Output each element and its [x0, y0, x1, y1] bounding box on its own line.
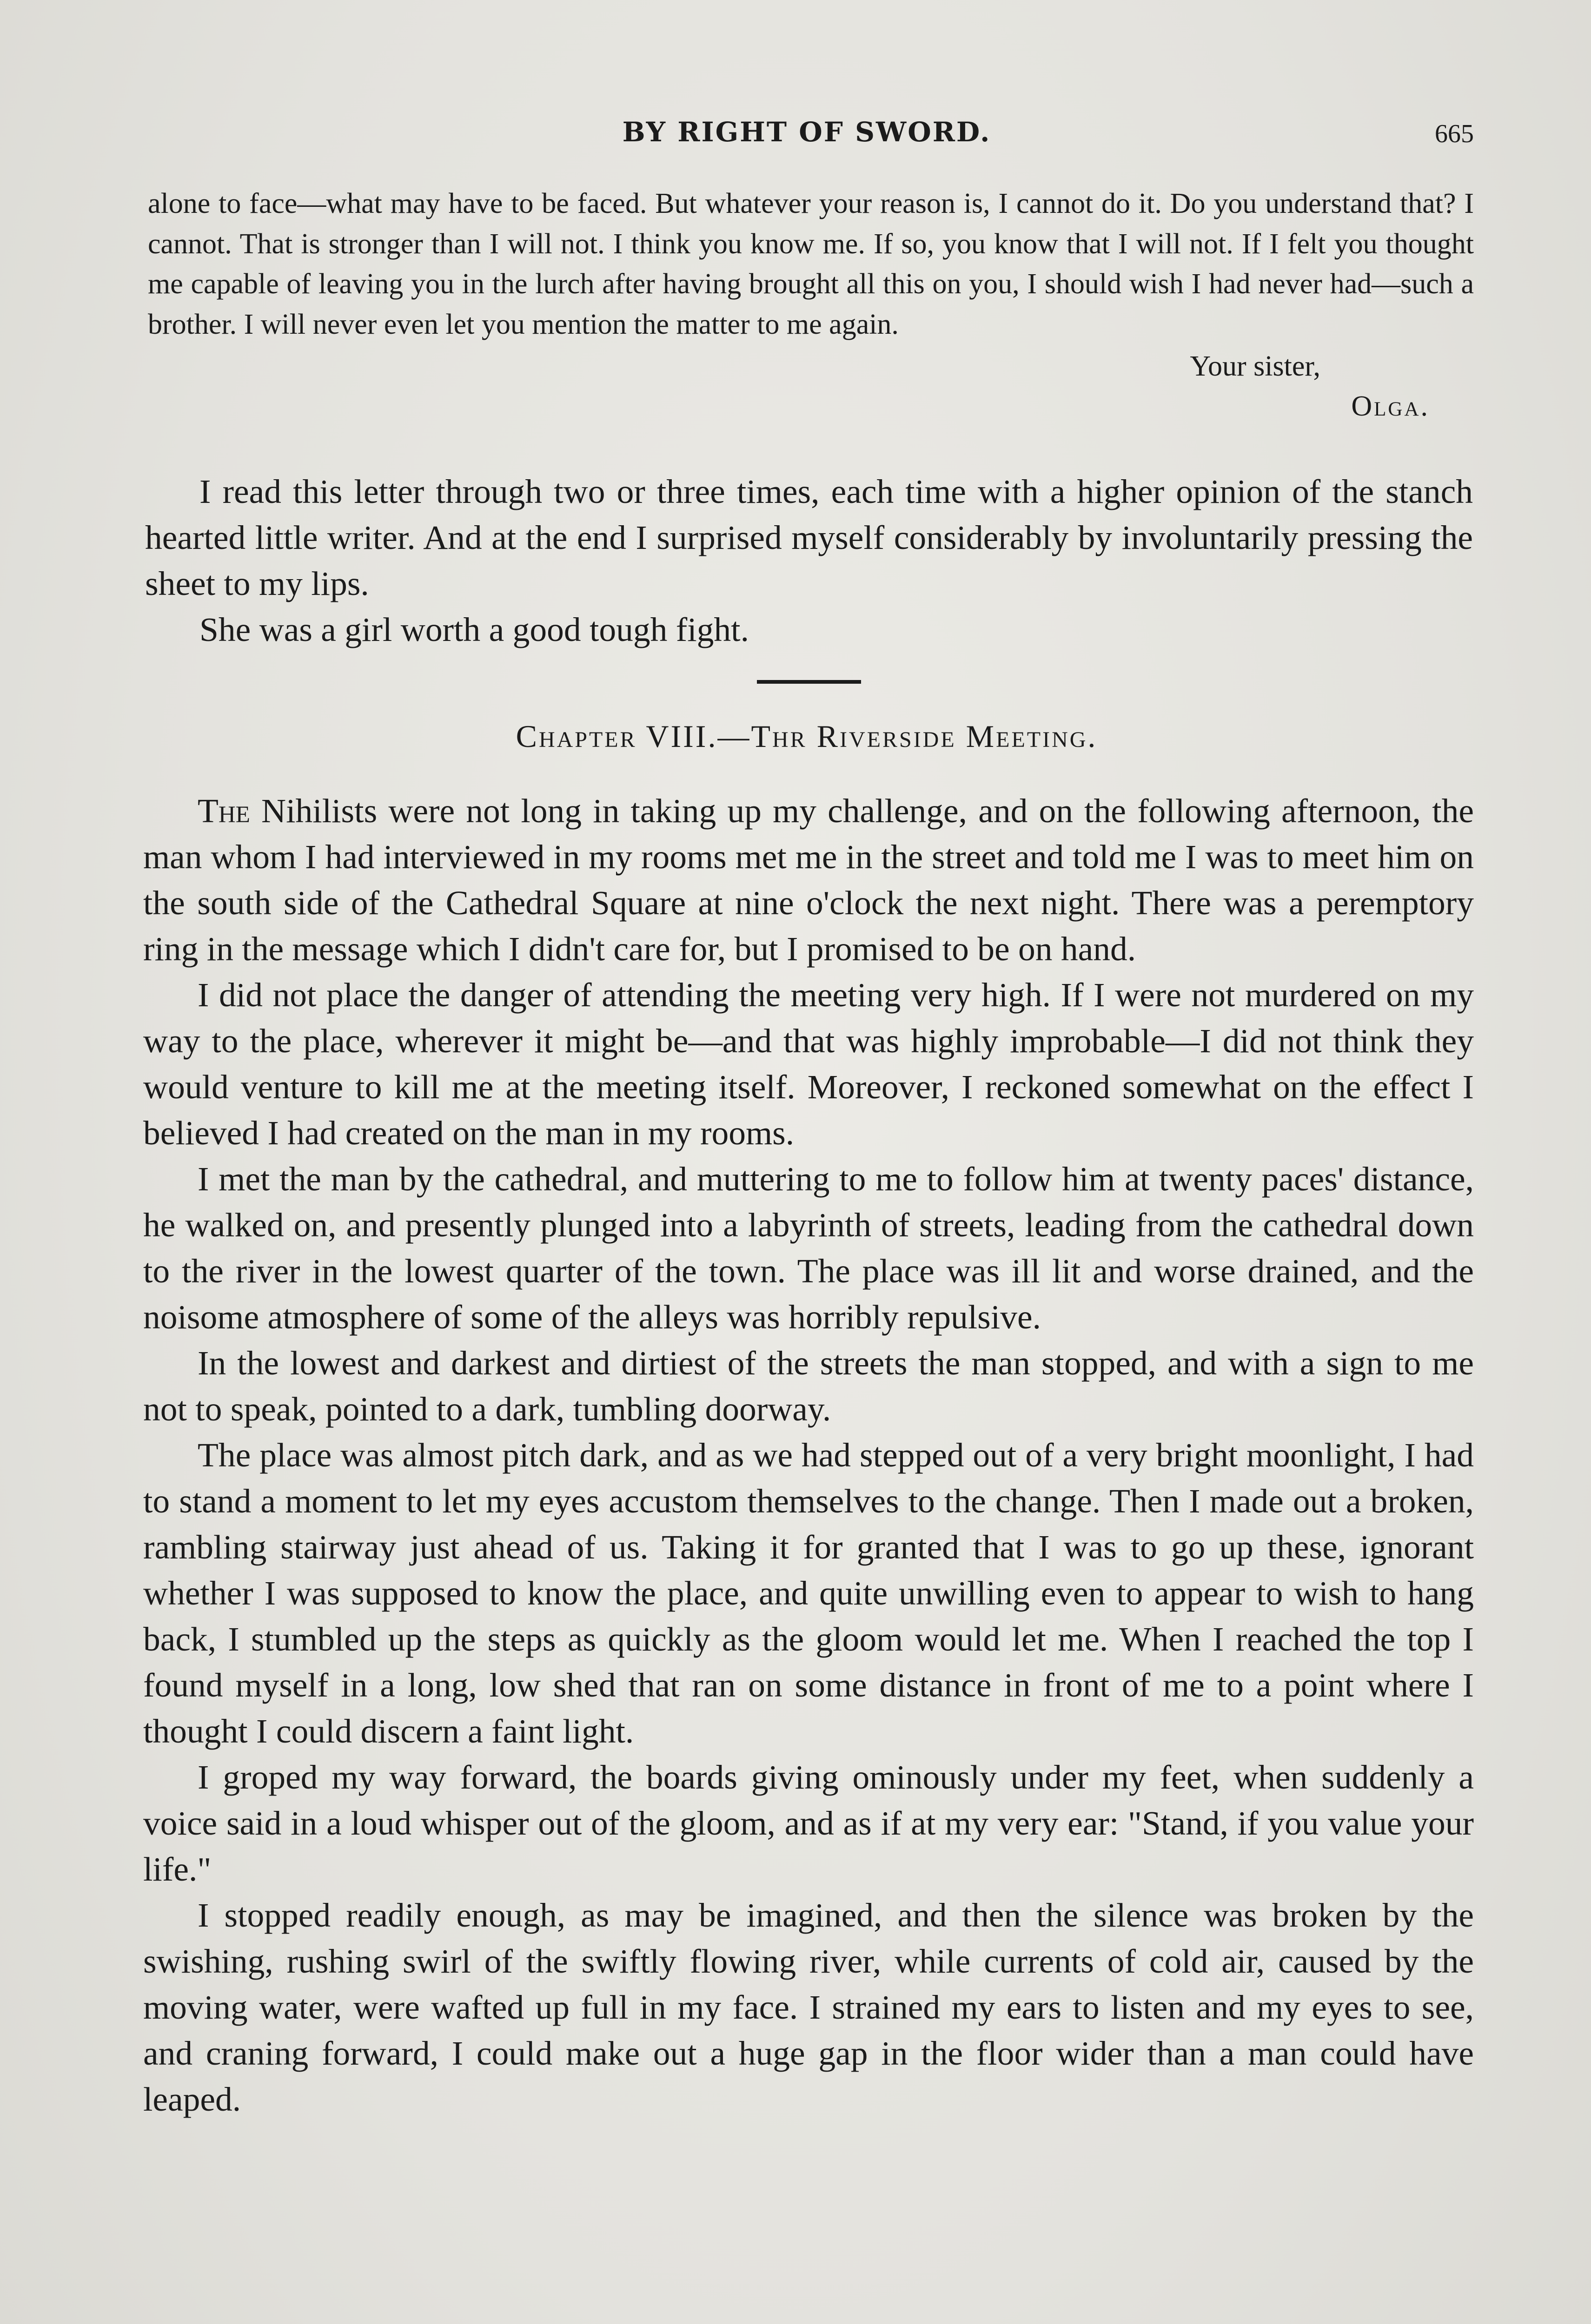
narrative-paragraph: She was a girl worth a good tough fight.: [199, 611, 749, 648]
chapter-paragraph: [143, 788, 1474, 972]
section-divider: [757, 680, 861, 684]
chapter-body: [143, 788, 1474, 2122]
chapter-paragraph-text: Nihilists were not long in taking up my challenge, and on the following afternoon, the man whom I had interviewed in my rooms met me in the street and told me I was to meet him on the south side of the Cathedral Square at nine o'clock the next night. There was a peremptory ring in the message which I didn't care for, but I promised to be on hand.: [143, 792, 1474, 968]
narrative-paragraph: I read this letter through two or three times, each time with a higher opinion of the stanch hearted little writer. And at the end I surprised myself considerably by involuntarily pressing the sheet to my lips.: [145, 473, 1473, 602]
chapter-paragraph: I did not place the danger of attending the meeting very high. If I were not murdered on my way to the place, wherever it might be—and that was highly improbable—I did not think they would venture to kill me at the meeting itself. Moreover, I reckoned somewhat on the effect I believed I had created on the man in my rooms.: [143, 976, 1474, 1152]
chapter-paragraph: In the lowest and darkest and dirtiest of the streets the man stopped, and with a sign to me not to speak, pointed to a dark, tumbling doorway.: [143, 1344, 1474, 1428]
chapter-paragraph: I stopped readily enough, as may be imagined, and then the silence was broken by the swishing, rushing swirl of the swiftly flowing river, while currents of cold air, caused by the moving water, were wafted up full in my face. I strained my ears to listen and my eyes to see, and craning forward, I could make out a huge gap in the floor wider than a man could have leaped.: [143, 1896, 1474, 2118]
chapter-paragraph: I met the man by the cathedral, and muttering to me to follow him at twenty paces' distance, he walked on, and presently plunged into a labyrinth of streets, leading from the cathedral down to the river in the lowest quarter of the town. The place was ill lit and worse drained, and the noisome atmosphere of some of the alleys was horribly repulsive.: [143, 1160, 1474, 1336]
running-title: BY RIGHT OF SWORD.: [622, 116, 991, 148]
chapter-paragraph: The place was almost pitch dark, and as we had stepped out of a very bright moonlight, I had to stand a moment to let my eyes accustom themselves to the change. Then I made out a broken, rambling stairway just ahead of us. Taking it for granted that I was to go up these, ignorant whether I was supposed to know the place, and quite unwilling even to appear to wish to hang back, I stumbled up the steps as quickly as the gloom would let me. When I reached the top I found myself in a long, low shed that ran on some distance in front of me to a point where I thought I could discern a faint light.: [143, 1436, 1474, 1750]
page-number: 665: [1435, 119, 1474, 148]
letter-closing: Your sister,: [1190, 350, 1320, 382]
letter-excerpt: [148, 184, 1474, 426]
letter-paragraph: alone to face—what may have to be faced. But whatever your reason is, I cannot do it. Do you understand that? I cannot. That is stronger than I will not. I think you know me. If so, you know that I will not. If I felt you thought me capable of leaving you in the lurch after having brought all this on you, I should wish I had never had—such a brother. I will never even let you mention the matter to me again.: [148, 188, 1474, 340]
narrative-section: [145, 469, 1473, 653]
running-header: [139, 116, 1474, 158]
letter-signature: Olga.: [1351, 390, 1430, 422]
lead-word: The: [198, 792, 250, 830]
chapter-paragraph: I groped my way forward, the boards giving ominously under my feet, when suddenly a voice said in a loud whisper out of the gloom, and as if at my very ear: "Stand, if you value your life.": [143, 1758, 1474, 1888]
letter-body: [148, 184, 1474, 344]
chapter-heading: Chapter VIII.—Thr Riverside Meeting.: [516, 719, 1098, 754]
